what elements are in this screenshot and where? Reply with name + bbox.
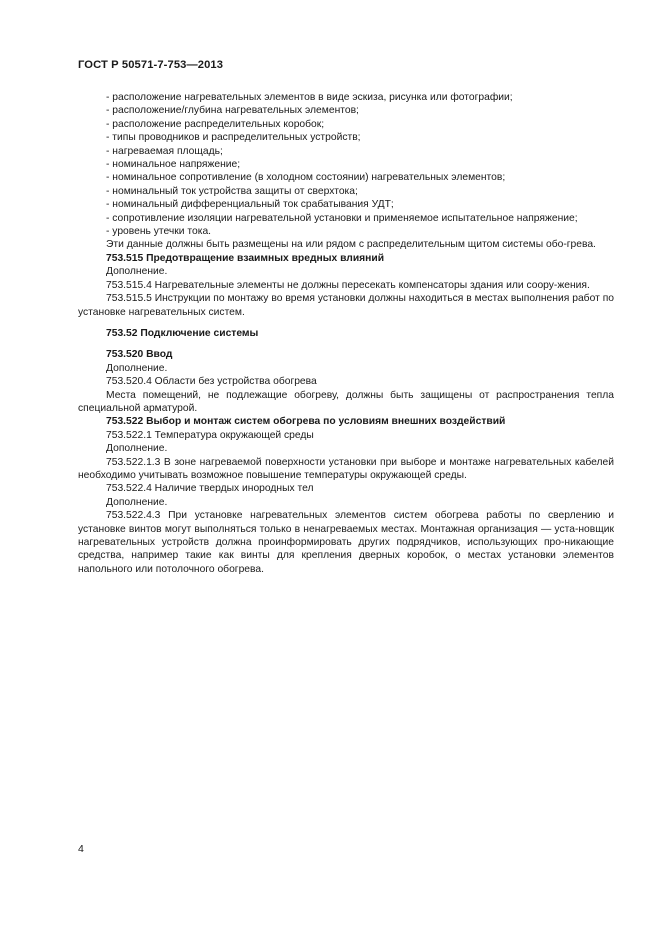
- list-item: - расположение распределительных коробок;: [106, 118, 325, 130]
- clause-753-520-4-text: Места помещений, не подлежащие обогреву, должны быть защищены от распространения тепла специальной арматурой.: [78, 389, 614, 414]
- addition-note: Дополнение.: [106, 443, 168, 455]
- section-heading-753-520: 753.520 Ввод: [106, 349, 173, 361]
- list-item: - нагреваемая площадь;: [106, 145, 223, 157]
- section-heading-753-515: 753.515 Предотвращение взаимных вредных влияний: [106, 252, 385, 264]
- document-body: [78, 91, 614, 576]
- list-item: - номинальный ток устройства защиты от сверхтока;: [106, 185, 358, 197]
- clause-753-522-1-3: 753.522.1.3 В зоне нагреваемой поверхности установки при выборе и монтаже нагревательных кабелей необходимо учитывать возможное повышение температуры окружающей среды.: [78, 456, 614, 481]
- addition-note: Дополнение.: [106, 266, 168, 278]
- addition-note: Дополнение.: [106, 496, 168, 508]
- subclause-753-520-4: 753.520.4 Области без устройства обогрева: [106, 376, 317, 388]
- list-item: - расположение/глубина нагревательных элементов;: [106, 105, 359, 117]
- section-heading-753-522: 753.522 Выбор и монтаж систем обогрева по условиям внешних воздействий: [106, 416, 506, 428]
- list-item: - номинальное сопротивление (в холодном состоянии) нагревательных элементов;: [106, 172, 506, 184]
- document-header: ГОСТ Р 50571-7-753—2013: [78, 59, 224, 71]
- clause-753-515-5: 753.515.5 Инструкции по монтажу во время установки должны находиться в местах выполнения работ по установке нагревательных систем.: [78, 293, 614, 318]
- clause-753-522-4-3: 753.522.4.3 При установке нагревательных элементов систем обогрева работы по сверлению и установке винтов могут выполняться только в ненагреваемых местах. Монтажная организация — уста-новщик нагревательных устройств должна проинформировать других подрядчиков, использующих про-никающие средства, например такие как винты для крепления дверных коробок, о местах установки элементов напольного или потолочного обогрева.: [78, 510, 614, 575]
- subclause-753-522-4: 753.522.4 Наличие твердых инородных тел: [106, 483, 314, 495]
- subclause-753-522-1: 753.522.1 Температура окружающей среды: [106, 429, 314, 441]
- clause-753-515-4: 753.515.4 Нагревательные элементы не должны пересекать компенсаторы здания или соору-жения.: [106, 279, 590, 291]
- addition-note: Дополнение.: [106, 362, 168, 374]
- list-item: - уровень утечки тока.: [106, 226, 212, 238]
- list-item: - типы проводников и распределительных устройств;: [106, 132, 361, 144]
- list-item: - расположение нагревательных элементов в виде эскиза, рисунка или фотографии;: [106, 92, 513, 103]
- section-heading-753-52: 753.52 Подключение системы: [106, 327, 259, 339]
- list-item: - номинальный дифференциальный ток срабатывания УДТ;: [106, 199, 394, 211]
- page-number: 4: [78, 843, 84, 855]
- placement-paragraph: Эти данные должны быть размещены на или рядом с распределительным щитом системы обо-грева.: [106, 239, 596, 251]
- list-item: - номинальное напряжение;: [106, 159, 241, 171]
- list-item: - сопротивление изоляции нагревательной установки и применяемое испытательное напряжение;: [106, 212, 578, 224]
